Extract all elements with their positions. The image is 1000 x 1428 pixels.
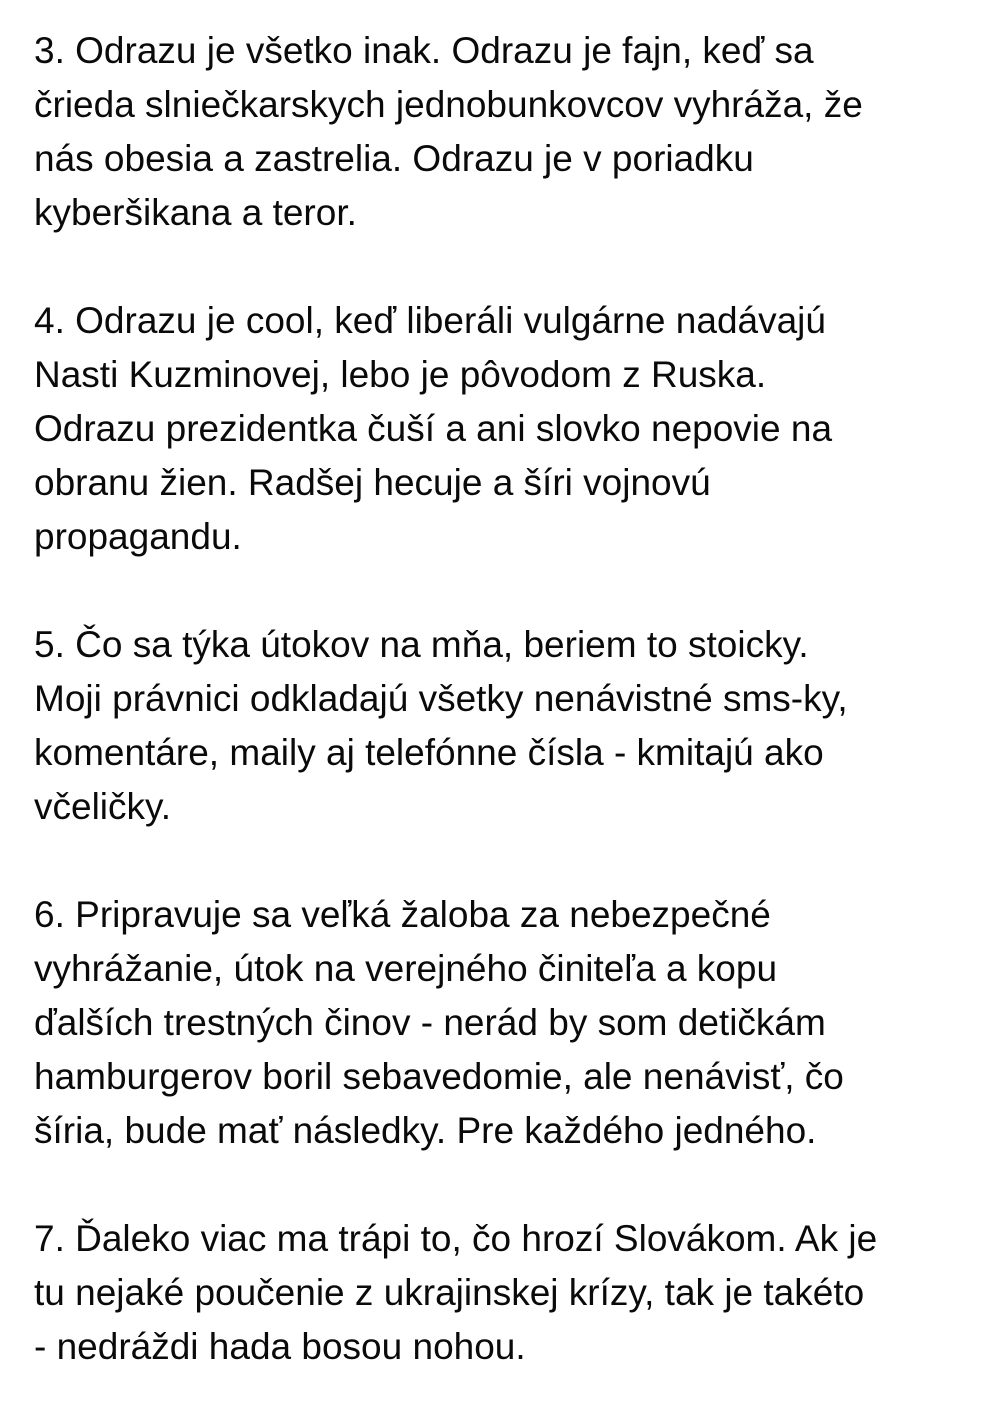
text-line: tu nejaké poučenie z ukrajinskej krízy, tak je takéto	[34, 1272, 865, 1313]
text-line: črieda slniečkarskych jednobunkovcov vyhráža, že	[34, 84, 863, 125]
paragraph-3	[34, 24, 984, 240]
text-line: hamburgerov boril sebavedomie, ale nenávisť, čo	[34, 1056, 844, 1097]
text-line: ďalších trestných činov - nerád by som detičkám	[34, 1002, 826, 1043]
text-line: 7. Ďaleko viac ma trápi to, čo hrozí Slovákom. Ak je	[34, 1218, 878, 1259]
text-line: včeličky.	[34, 786, 172, 827]
paragraph-5	[34, 618, 984, 834]
text-line: propagandu.	[34, 516, 242, 557]
paragraph-6	[34, 888, 984, 1158]
text-line: 3. Odrazu je všetko inak. Odrazu je fajn, keď sa	[34, 30, 814, 71]
text-line: obranu žien. Radšej hecuje a šíri vojnovú	[34, 462, 711, 503]
text-line: - nedráždi hada bosou nohou.	[34, 1326, 526, 1367]
text-line: Nasti Kuzminovej, lebo je pôvodom z Ruska.	[34, 354, 767, 395]
paragraph-4	[34, 294, 984, 564]
text-line: nás obesia a zastrelia. Odrazu je v poriadku	[34, 138, 754, 179]
paragraph-7	[34, 1212, 984, 1374]
text-line: komentáre, maily aj telefónne čísla - kmitajú ako	[34, 732, 824, 773]
text-line: Odrazu prezidentka čuší a ani slovko nepovie na	[34, 408, 833, 449]
text-line: 4. Odrazu je cool, keď liberáli vulgárne nadávajú	[34, 300, 826, 341]
text-line: kyberšikana a teror.	[34, 192, 357, 233]
text-line: vyhrážanie, útok na verejného činiteľa a kopu	[34, 948, 778, 989]
text-line: šíria, bude mať následky. Pre každého jedného.	[34, 1110, 817, 1151]
text-line: 5. Čo sa týka útokov na mňa, beriem to stoicky.	[34, 624, 809, 665]
post-body	[34, 24, 984, 1428]
text-line: 6. Pripravuje sa veľká žaloba za nebezpečné	[34, 894, 771, 935]
text-line: Moji právnici odkladajú všetky nenávistné sms-ky,	[34, 678, 848, 719]
